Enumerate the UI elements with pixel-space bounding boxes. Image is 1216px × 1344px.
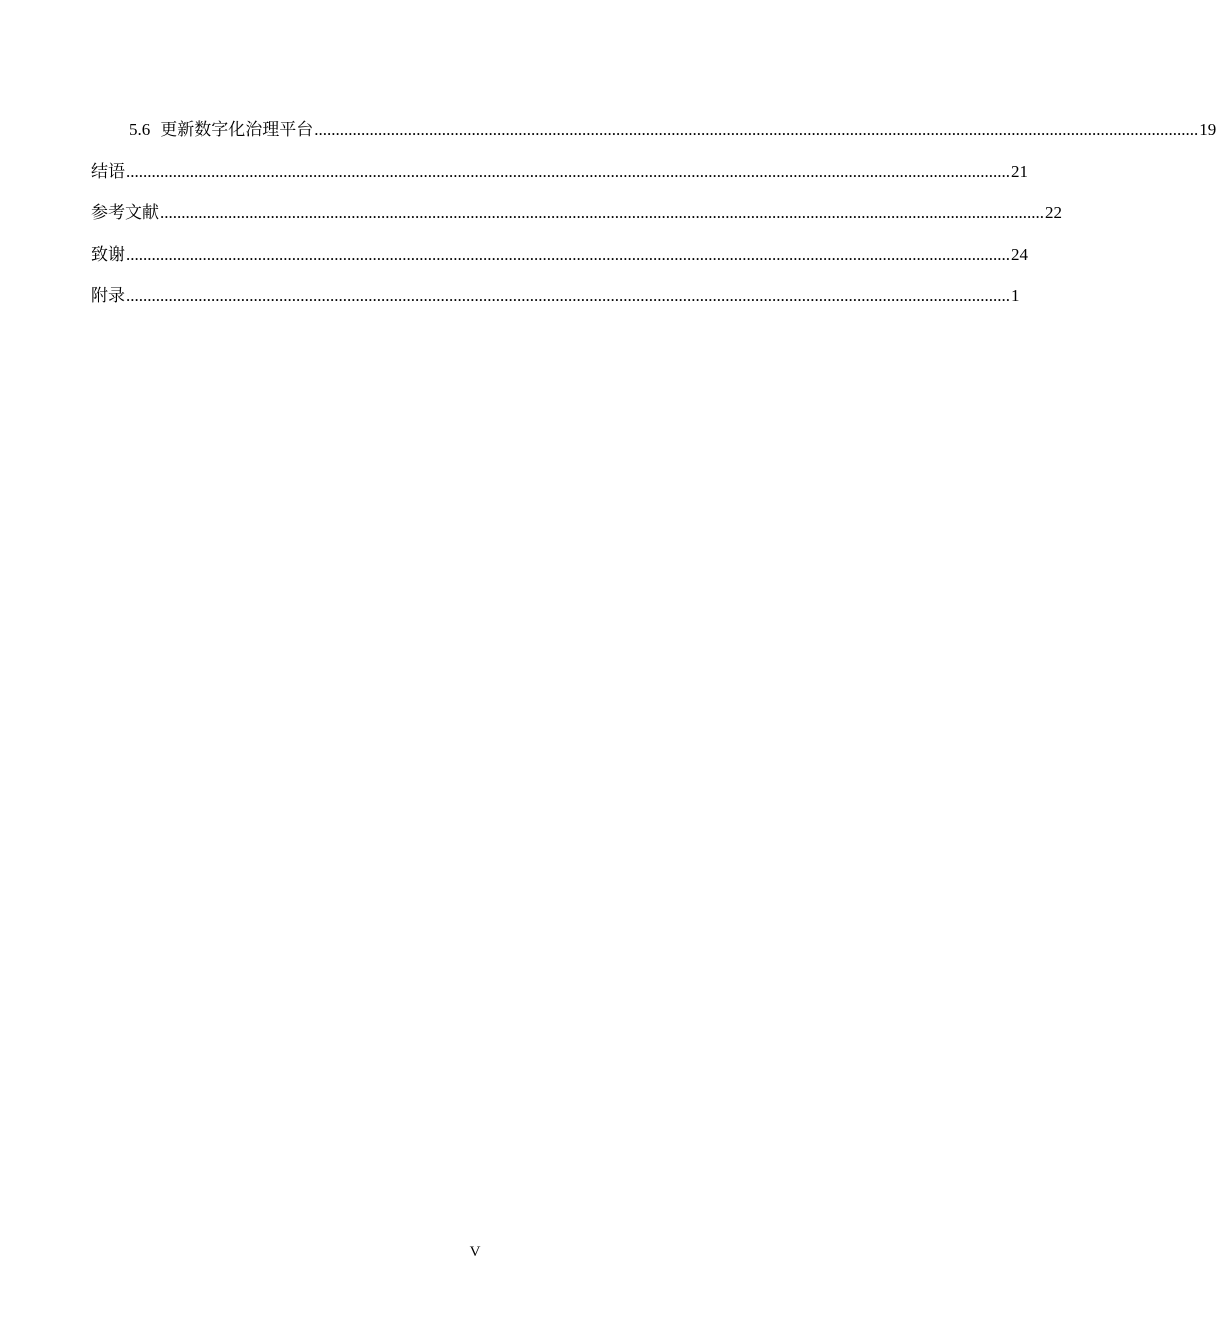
toc-entry-page: 19 bbox=[1199, 120, 1216, 139]
toc-entry-acknowledgements[interactable] bbox=[91, 241, 1028, 283]
toc-entry-title: 附录 bbox=[91, 286, 125, 306]
toc-entry-appendix[interactable] bbox=[91, 282, 1020, 324]
toc-entry-conclusion[interactable] bbox=[91, 158, 1028, 200]
toc-dot-leader: ................................................................................................................................................................................................................ bbox=[126, 244, 1010, 264]
toc-entry-title: 致谢 bbox=[91, 244, 125, 265]
toc-entry-5-6[interactable] bbox=[91, 116, 1216, 158]
toc-dot-leader: ................................................................................................................................................................................................................ bbox=[314, 120, 1199, 139]
page-number: V bbox=[469, 1244, 481, 1260]
toc-dot-leader: ................................................................................................................................................................................................................ bbox=[126, 161, 1010, 181]
toc-entry-page: 22 bbox=[1045, 203, 1062, 222]
toc-entry-number: 5.6 bbox=[129, 120, 151, 139]
toc-entry-page: 21 bbox=[1011, 161, 1028, 181]
toc-entry-page: 1 bbox=[1011, 286, 1020, 305]
toc-entry-page: 24 bbox=[1011, 244, 1028, 264]
table-of-contents bbox=[91, 116, 1216, 324]
toc-entry-title: 更新数字化治理平台 bbox=[160, 120, 314, 139]
toc-entry-title: 参考文献 bbox=[91, 203, 159, 223]
toc-dot-leader: ................................................................................................................................................................................................................ bbox=[160, 203, 1044, 222]
toc-entry-references[interactable] bbox=[91, 199, 1062, 241]
toc-dot-leader: ................................................................................................................................................................................................................ bbox=[126, 286, 1010, 305]
toc-entry-title: 结语 bbox=[91, 161, 125, 182]
